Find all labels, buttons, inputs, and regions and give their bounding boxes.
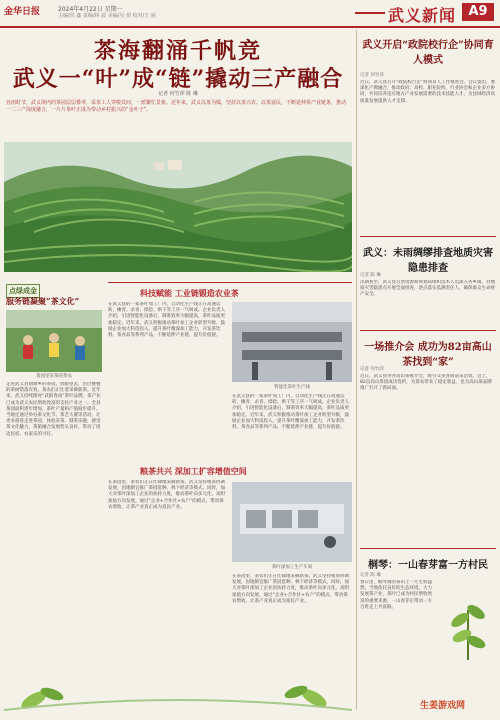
column-divider bbox=[356, 30, 357, 710]
right-body-3: 近日，武义县举办高山茶推介会，吸引众多客商前来洽谈。会上，82亩高山茶园成功签约，为茶农带来了稳定收益，也为高山茶品牌推广打开了新局面。 bbox=[360, 374, 492, 392]
mid-heading-1: 科技赋能 工业链锻造农业茶 bbox=[140, 288, 239, 298]
right-headline-1: 武义开启“政院校行企”协同育人模式 bbox=[362, 40, 494, 66]
main-headline-line1: 茶海翻涌千帆竞 bbox=[93, 38, 262, 64]
site-watermark: 生姜游戏网 bbox=[420, 701, 466, 711]
tea-leaf-decoration bbox=[4, 660, 352, 716]
processing-photo bbox=[232, 482, 352, 562]
right-body-1: 近日，武义县召开“政院校行企”协同育人工作推进会。会议提出，要深化产教融合，推动政府、高校、职业院校、行业协会和企业多方协同，共同培养适应地方产业发展需要的技术技能人才，为县域经济高质量发展提供人才支撑。 bbox=[360, 80, 496, 104]
editor-credits: 主编/洪 鑫 责编/林 晨 美编/吴 倩 校对/王 丽 bbox=[58, 13, 156, 19]
factory-photo bbox=[232, 302, 352, 382]
right-rule-1 bbox=[360, 236, 496, 237]
right-meta-4: 记者 陈 琳 bbox=[360, 573, 381, 578]
main-headline-line2: 武义一“叶”成“链”撬动三产融合 bbox=[12, 66, 344, 92]
mid-body-2-cont: 在茶园里，茶农们正在忙碌地采摘新茶。武义坚持粮茶协调发展，因地制宜推广茶园套种、林下经济等模式。同时，加大对茶叶深加工企业的扶持力度，推动茶叶向多元化、高附加值方向发展。通过“企业+合作社+农户”的模式，带动茶农增收，让茶产业真正成为富民产业。 bbox=[232, 574, 349, 604]
left-column-heading: 服务链凝聚“茶文化” bbox=[6, 296, 80, 306]
right-headline-3: 一场推介会 成功为82亩高山茶找到“家” bbox=[364, 342, 492, 368]
tea-pickers-photo bbox=[6, 310, 102, 372]
section-divider bbox=[355, 12, 385, 14]
left-column-body: 走进武义县俞源乡的茶园，放眼望去，层层叠叠的茶树错落有致，茶农们正忙着采摘新茶。近年来，武义持续擦亮“武阳春雨”茶叶品牌，茶产业已成为武义农民增收致富的支柱产业之一。全县茶园面积逐年增加，茶叶产量和产值稳步提升。当地还通过举办茶文化节、茶艺大赛等活动，让更多游客走进茶园，体验采茶、制茶乐趣，感受茶文化魅力，茶旅融合发展势头良好，带动了周边民宿、农家乐的兴旺。 bbox=[6, 382, 101, 437]
mid-rule bbox=[108, 282, 352, 283]
left-photo-caption: 茶园里采茶的茶农 bbox=[36, 374, 72, 379]
tea-plantation-photo bbox=[4, 142, 352, 272]
main-byline: 记者 何竹萍 陈 琳 bbox=[158, 91, 198, 97]
right-rule-3 bbox=[360, 548, 496, 549]
right-headline-4: 桐琴：一山春芽富一方村民 bbox=[368, 560, 488, 571]
right-meta-3: 记者 何竹萍 bbox=[360, 367, 384, 372]
right-body-2: 汛期将至，武义县自然资源和规划局组织技术人员深入各乡镇，对地质灾害隐患点开展全面排查，逐点落实监测责任人，确保群众生命财产安全。 bbox=[360, 280, 495, 298]
mid-body-1-cont: 在武义县的一家茶叶加工厂内，自动化生产线正在高速运转，摊青、杀青、揉捻、烘干等工序一气呵成。企业负责人介绍，引进智能化设备后，制茶效率大幅提高，茶叶品质更加稳定。近年来，武义积极推动茶叶加工企业转型升级，鼓励企业加大科技投入，提升茶叶精深加工能力，开发茶饮料、茶食品等系列产品，不断延伸产业链、提升价值链。 bbox=[232, 394, 349, 431]
factory-photo-caption: 智能化茶叶生产线 bbox=[274, 385, 310, 390]
right-body-4: 春日里，桐琴镇的茶山上一片生机盎然。当地依托良好的生态环境，大力发展茶产业，茶叶已成为村民增收致富的重要来源，一山春芽正带动一方百姓走上共富路。 bbox=[360, 580, 432, 610]
right-headline-2: 武义：未雨绸缪排查地质灾害隐患排查 bbox=[363, 248, 493, 274]
issue-date: 2024年4月22日 星期一 bbox=[58, 6, 123, 13]
mid-body-2: 在茶园里，茶农们正在忙碌地采摘新茶。武义坚持粮茶协调发展，因地制宜推广茶园套种、林下经济等模式。同时，加大对茶叶深加工企业的扶持力度，推动茶叶向多元化、高附加值方向发展。通过“企业+合作社+农户”的模式，带动茶农增收，让茶产业真正成为富民产业。 bbox=[108, 480, 225, 510]
left-column-tag: 点绿成金 bbox=[6, 284, 40, 298]
newspaper-logo: 金华日报 bbox=[4, 7, 41, 17]
page-number-badge: A9 bbox=[462, 3, 494, 21]
section-title: 武义新闻 bbox=[388, 6, 457, 25]
right-meta-1: 记者 何竹萍 bbox=[360, 73, 384, 78]
processing-photo-caption: 茶叶深加工生产车间 bbox=[271, 565, 313, 570]
mid-heading-2: 粮茶共兴 深加工扩容增值空间 bbox=[140, 466, 247, 476]
right-meta-2: 记者 陈 琳 bbox=[360, 273, 381, 278]
mid-body-1: 在武义县的一家茶叶加工厂内，自动化生产线正在高速运转，摊青、杀青、揉捻、烘干等工序一气呵成。企业负责人介绍，引进智能化设备后，制茶效率大幅提高，茶叶品质更加稳定。近年来，武义积极推动茶叶加工企业转型升级，鼓励企业加大科技投入，提升茶叶精深加工能力，开发茶饮料、茶食品等系列产品，不断延伸产业链、提升价值链。 bbox=[108, 302, 225, 339]
main-lead: 谷雨时节，武义境内的茶园层层叠翠，采茶工人穿梭其间，一派繁忙景象。近年来，武义以茶为媒，坚持以茶兴农、以茶富民，不断延伸茶产业链条，推动一二三产深度融合，一片片茶叶正成为带动乡村振兴的“金叶子”。 bbox=[6, 100, 347, 113]
tea-sprig-illustration bbox=[440, 590, 496, 660]
right-rule-2 bbox=[360, 330, 496, 331]
